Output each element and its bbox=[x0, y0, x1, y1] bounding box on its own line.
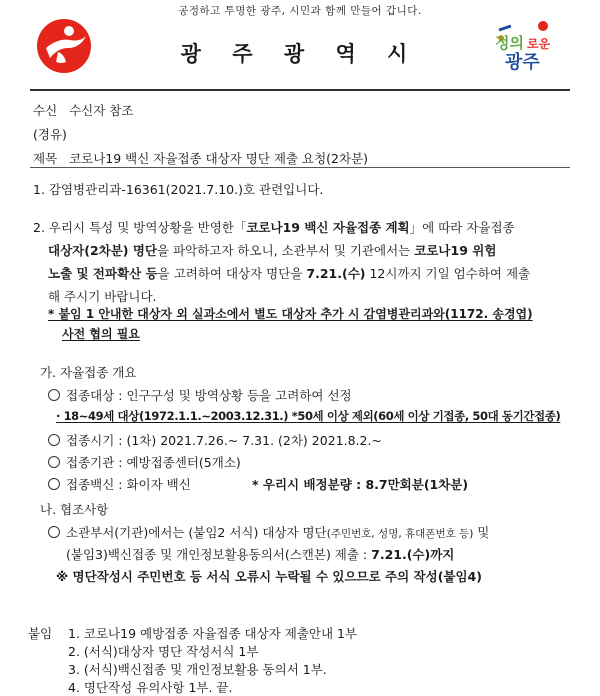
section-b-item-1 bbox=[48, 523, 489, 541]
slogan-logo-icon bbox=[491, 16, 555, 76]
paragraph-2-line-4: 해 주시기 바랍니다. bbox=[48, 289, 157, 304]
vaccine-allocation-note: * 우리시 배정분량 : 8.7만회분(1차분) bbox=[252, 477, 469, 492]
subject-label: 제목 bbox=[33, 151, 58, 166]
section-a-item-2 bbox=[48, 431, 382, 449]
paragraph-2-line-2 bbox=[48, 241, 496, 259]
attachment-item: 4. 명단작성 유의사항 1부. 끝. bbox=[68, 680, 233, 695]
warning-note: ※ 명단작성시 주민번호 등 서식 오류시 누락될 수 있으므로 주의 작성(붙임4) bbox=[56, 569, 482, 584]
attachment-item: 3. (서식)백신접종 및 개인정보활용 동의서 1부. bbox=[68, 662, 327, 677]
recipient-row bbox=[33, 101, 133, 119]
item-detail: (주민번호, 성명, 휴대폰번호 등) bbox=[326, 528, 474, 540]
item-text: 접종대상 : 인구구성 및 방역상황 등을 고려하여 선정 bbox=[66, 388, 352, 403]
p2-text: 12시까지 기일 엄수하여 제출 bbox=[365, 266, 531, 281]
circle-bullet-icon bbox=[48, 456, 60, 468]
section-b-item-1-line-2 bbox=[66, 545, 454, 563]
submission-deadline: 7.21.(수)까지 bbox=[371, 547, 455, 562]
attachments-label: 붙임 bbox=[28, 626, 53, 641]
item-text: 및 bbox=[473, 525, 490, 540]
deadline-date: 7.21.(수) bbox=[306, 266, 366, 281]
p2-text: 」에 따라 자율접종 bbox=[409, 220, 515, 235]
attachment-item: 2. (서식)대상자 명단 작성서식 1부 bbox=[68, 644, 259, 659]
section-a-item-4 bbox=[48, 475, 191, 493]
risk-text: 코로나19 위험 bbox=[414, 243, 497, 258]
section-a-heading: 가. 자율접종 개요 bbox=[40, 365, 137, 380]
note-1-line-1: * 붙임 1 안내한 대상자 외 실과소에서 별도 대상자 추가 시 감염병관리과와(1172. 송경엽) bbox=[48, 307, 533, 321]
paragraph-2-line-3 bbox=[48, 264, 530, 282]
svg-text:로운: 로운 bbox=[527, 37, 551, 51]
paragraph-1: 1. 감염병관리과-16361(2021.7.10.)호 관련입니다. bbox=[33, 182, 324, 197]
item-text: 소관부서(기관)에서는 (붙임2 서식) 대상자 명단 bbox=[66, 525, 327, 540]
note-1-line-2: 사전 협의 필요 bbox=[62, 327, 140, 341]
item-text: 접종시기 : (1차) 2021.7.26.~ 7.31. (2차) 2021.8.2.~ bbox=[66, 433, 382, 448]
circle-bullet-icon bbox=[48, 526, 60, 538]
header-divider bbox=[30, 89, 570, 91]
recipient-value: 수신자 참조 bbox=[69, 103, 134, 118]
section-a-item-3 bbox=[48, 453, 241, 471]
recipient-label: 수신 bbox=[33, 103, 58, 118]
p2-text: 을 고려하여 대상자 명단을 bbox=[157, 266, 307, 281]
svg-text:광주: 광주 bbox=[505, 52, 540, 73]
subject-value: 코로나19 백신 자율접종 대상자 명단 제출 요청(2차분) bbox=[69, 151, 369, 166]
p2-text: 2. 우리시 특성 및 방역상황을 반영한「 bbox=[33, 220, 247, 235]
item-text: 접종백신 : 화이자 백신 bbox=[66, 477, 191, 492]
section-a-item-1 bbox=[48, 386, 352, 404]
circle-bullet-icon bbox=[48, 434, 60, 446]
slogan: 공정하고 투명한 광주, 시민과 함께 만들어 갑니다. bbox=[178, 5, 422, 17]
p2-text: 을 파악하고자 하오니, 소관부서 및 기관에서는 bbox=[157, 243, 415, 258]
target-list: 대상자(2차분) 명단 bbox=[48, 243, 158, 258]
via-label: (경유) bbox=[33, 127, 67, 142]
section-b-heading: 나. 협조사항 bbox=[40, 502, 109, 517]
section-a-item-1-sub: · 18~49세 대상(1972.1.1.~2003.12.31.) *50세 이상 제외(60세 이상 기접종, 50대 동기간접종) bbox=[56, 409, 561, 423]
svg-text:정의: 정의 bbox=[495, 34, 524, 52]
circle-bullet-icon bbox=[48, 389, 60, 401]
item-text: (붙임3)백신접종 및 개인정보활용동의서(스캔본) 제출 : bbox=[66, 547, 372, 562]
paragraph-2-line-1 bbox=[33, 218, 515, 236]
item-text: 접종기관 : 예방접종센터(5개소) bbox=[66, 455, 241, 470]
risk-text-2: 노출 및 전파확산 등 bbox=[48, 266, 158, 281]
org-title: 광 주 광 역 시 bbox=[180, 41, 420, 66]
plan-name: 코로나19 백신 자율접종 계획 bbox=[246, 220, 410, 235]
attachment-item: 1. 코로나19 예방접종 자율접종 대상자 제출안내 1부 bbox=[68, 626, 358, 641]
meta-divider bbox=[30, 167, 570, 168]
circle-bullet-icon bbox=[48, 478, 60, 490]
subject-row bbox=[33, 149, 368, 167]
